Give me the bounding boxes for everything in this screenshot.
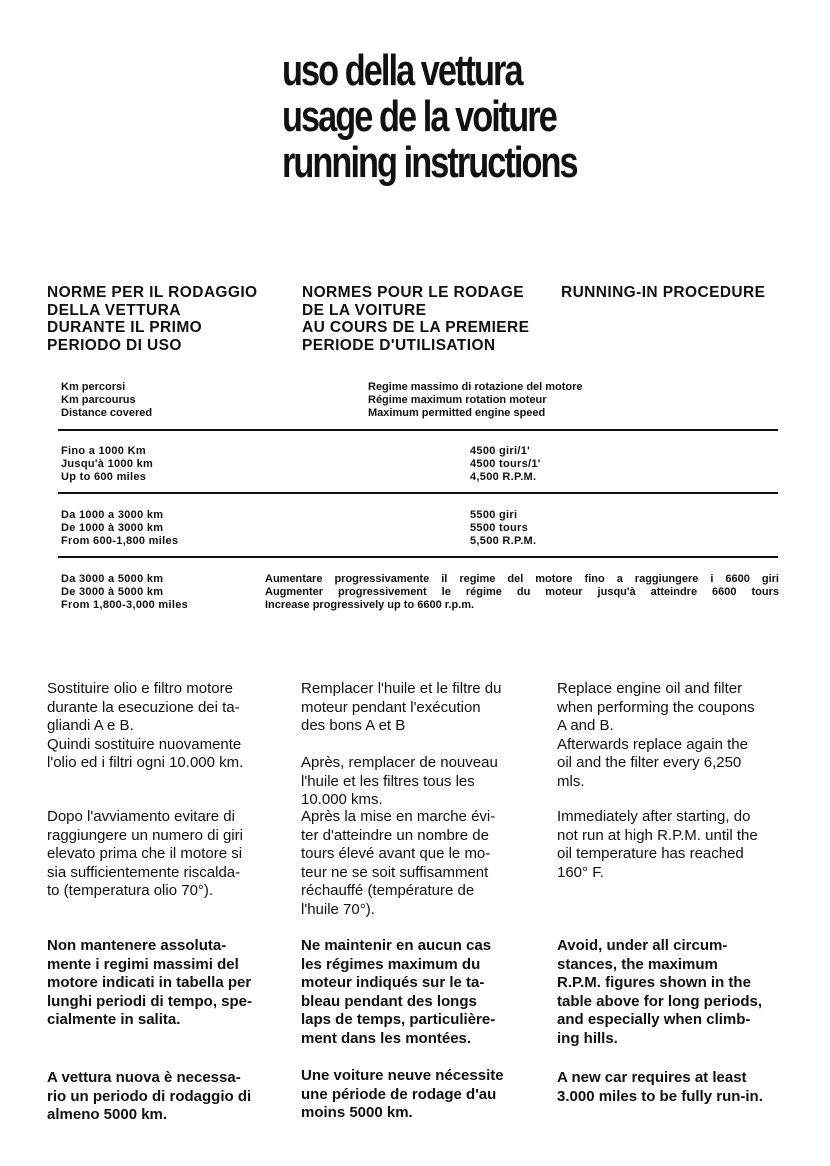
new-car-en: A new car requires at least 3.000 miles to be fully run-in. (557, 1069, 763, 1105)
row3-distance: Da 3000 a 5000 km De 3000 à 5000 km From 1,800-3,000 miles (61, 573, 189, 611)
title-line-fr: usage de la voiture (282, 92, 556, 141)
heading-en: RUNNING-IN PROCEDURE (561, 284, 766, 301)
max-regimes-it: Non mantenere assoluta- mente i regimi massimi del motore indicati in tabella per lunghi periodi di tempo, spe- cialmente in salita. (47, 937, 252, 1028)
table-divider (58, 492, 778, 494)
table-header-distance: Km percorsi Km parcourus Distance covered (61, 381, 153, 419)
table-divider (58, 429, 778, 431)
row1-speed: 4500 giri/1' 4500 tours/1' 4,500 R.P.M. (470, 445, 541, 483)
oil-change-it: Sostituire olio e filtro motore durante la esecuzione dei ta- gliandi A e B. Quindi sostituire nuovamente l'olio ed i filtri ogni 10.000 km. (47, 680, 244, 771)
title-line-it: uso della vettura (282, 46, 522, 95)
new-car-it: A vettura nuova è necessa- rio un periodo di rodaggio di almeno 5000 km. (47, 1069, 252, 1123)
warm-up-it: Dopo l'avviamento evitare di raggiungere un numero di giri elevato prima che il motore si sia sufficientemente riscalda- to (temperatura olio 70°). (47, 808, 243, 899)
max-regimes-fr: Ne maintenir en aucun cas les régimes maximum du moteur indiqués sur le ta- bleau pendant des longs laps de temps, particulière- ment dans les montées. (301, 937, 496, 1047)
row1-distance: Fino a 1000 Km Jusqu'à 1000 km Up to 600 miles (61, 445, 154, 483)
row3-speed: Aumentare progressivamente il regime del motore fino a raggiungere i 6600 giri Augmenter progressivement le régime du moteur jusqu'à atteindre 6600 tours Increase progressively up to 6600 r.p.m. (265, 573, 779, 611)
table-divider (58, 556, 778, 558)
warm-up-en: Immediately after starting, do not run at high R.P.M. until the oil temperature has reached 160° F. (557, 808, 758, 881)
heading-fr: NORMES POUR LE RODAGE DE LA VOITURE AU COURS DE LA PREMIERE PERIODE D'UTILISATION (302, 284, 530, 354)
table-header-speed: Regime massimo di rotazione del motore Régime maximum rotation moteur Maximum permitted engine speed (368, 381, 583, 419)
max-regimes-en: Avoid, under all circum- stances, the maximum R.P.M. figures shown in the table above for long periods, and especially when climb- ing hills. (557, 937, 763, 1047)
oil-change-fr: Remplacer l'huile et le filtre du moteur pendant l'exécution des bons A et B Après, remplacer de nouveau l'huile et les filtres tous les 10.000 kms. (301, 680, 502, 808)
row2-speed: 5500 giri 5500 tours 5,500 R.P.M. (470, 509, 537, 547)
page-title (282, 48, 577, 186)
row2-distance: Da 1000 a 3000 km De 1000 à 3000 km From 600-1,800 miles (61, 509, 179, 547)
warm-up-fr: Après la mise en marche évi- ter d'atteindre un nombre de tours élevé avant que le mo- teur ne se soit suffisamment réchauffé (température de l'huile 70°). (301, 808, 496, 918)
title-line-en: running instructions (282, 138, 577, 187)
oil-change-en: Replace engine oil and filter when performing the coupons A and B. Afterwards replace again the oil and the filter every 6,250 mls. (557, 680, 755, 790)
heading-it: NORME PER IL RODAGGIO DELLA VETTURA DURANTE IL PRIMO PERIODO DI USO (47, 284, 258, 354)
new-car-fr: Une voiture neuve nécessite une période de rodage d'au moins 5000 km. (301, 1067, 504, 1121)
